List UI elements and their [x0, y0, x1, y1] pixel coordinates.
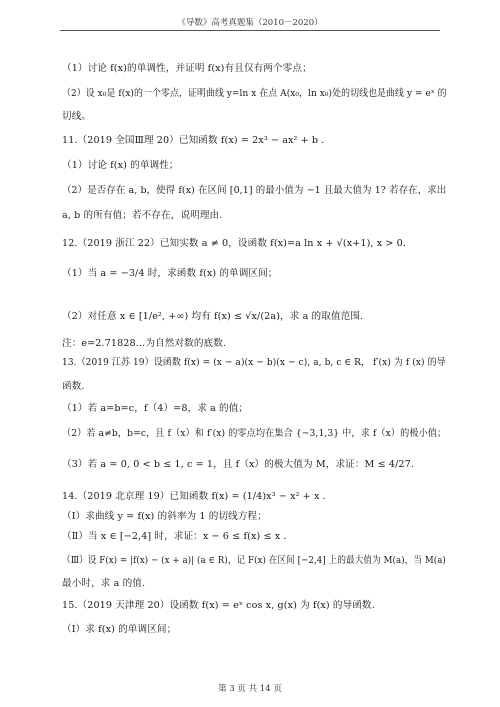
text-line: 11.（2019 全国Ⅲ理 20）已知函数 f(x) = 2x³ − ax² + b .	[62, 135, 325, 146]
text-line: （Ⅲ）设 F(x) = |f(x) − (x + a)| (a ∈ R)，记 F(x) 在区间 [−2,4] 上的最大值为 M(a)，当 M(a)	[62, 555, 446, 566]
text-line: 15.（2019 天津理 20）设函数 f(x) = eˣ cos x, g(x) 为 f(x) 的导函数.	[62, 600, 375, 611]
page-footer: 第 3 页 共 14 页	[218, 684, 282, 694]
text-line: （Ⅱ）当 x ∈ [−2,4] 时，求证：x − 6 ≤ f(x) ≤ x .	[62, 531, 287, 542]
text-line: 函数.	[62, 381, 85, 392]
text-line: （1）讨论 f(x) 的单调性；	[62, 160, 179, 171]
text-line: （1）当 a = −3/4 时，求函数 f(x) 的单调区间；	[62, 268, 278, 279]
text-line: （2）是否存在 a, b，使得 f(x) 在区间 [0,1] 的最小值为 −1 且最大值为 1? 若存在，求出	[62, 185, 447, 196]
text-line: （Ⅰ）求 f(x) 的单调区间；	[62, 624, 177, 635]
text-line: 14.（2019 北京理 19）已知函数 f(x) = (1/4)x³ − x² + x .	[62, 491, 326, 502]
text-line: （2）若 a≠b，b=c，且 f（x）和 f′(x) 的零点均在集合 {−3,1,3} 中，求 f（x）的极小值；	[62, 428, 447, 439]
text-line: （2）设 x₀是 f(x)的一个零点，证明曲线 y=ln x 在点 A(x₀，ln x₀)处的切线也是曲线 y = eˣ 的	[62, 88, 447, 99]
text-line: a, b 的所有值；若不存在，说明理由.	[62, 210, 223, 221]
text-line: 切线。	[62, 111, 92, 122]
header-divider	[60, 30, 440, 31]
text-line: 最小时，求 a 的值.	[62, 578, 146, 589]
text-line: 注：e=2.71828…为自然对数的底数.	[62, 338, 227, 349]
text-line: 13.（2019 江苏 19）设函数 f(x) = (x − a)(x − b)(x − c), a, b, c ∈ R， f′(x) 为 f (x) 的导	[62, 357, 446, 368]
text-line: （1）讨论 f(x)的单调性，并证明 f(x)有且仅有两个零点；	[62, 63, 312, 74]
text-line: （Ⅰ）求曲线 y = f(x) 的斜率为 1 的切线方程；	[62, 511, 267, 522]
text-line: （3）若 a = 0, 0 < b ≤ 1, c = 1，且 f（x）的极大值为 M，求证：M ≤ 4/27.	[62, 459, 414, 470]
page-header: 《导数》高考真题集（2010－2020）	[177, 18, 323, 28]
text-line: （2）对任意 x ∈ [1/e², +∞) 均有 f(x) ≤ √x/(2a)，求 a 的取值范围.	[62, 311, 364, 322]
text-line: （1）若 a=b=c，f（4）=8，求 a 的值；	[62, 403, 249, 414]
text-line: 12.（2019 浙江 22）已知实数 a ≠ 0，设函数 f(x)=a ln x + √(x+1), x > 0.	[62, 238, 407, 249]
